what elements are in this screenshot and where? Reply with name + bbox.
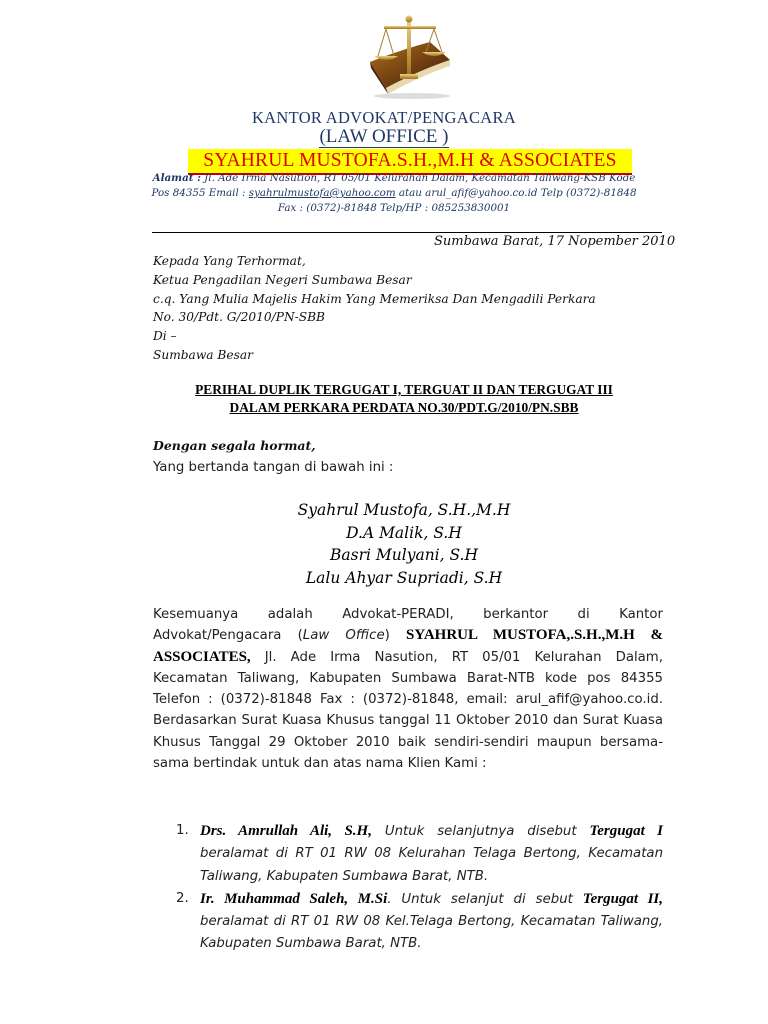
body-text: )	[384, 628, 407, 644]
recipient-line: No. 30/Pdt. G/2010/PN-SBB	[153, 310, 326, 325]
list-item	[176, 888, 663, 956]
signatory-name: Basri Mulyani, S.H	[330, 546, 478, 564]
address-text: Jl. Ade Irma Nasution, RT 05/01 Kelurahan Dalam, Kecamatan Taliwang-KSB Kode Pos 84355 Email :	[151, 172, 636, 199]
letter-subject	[0, 381, 768, 417]
client-name: Drs. Amrullah Ali, S.H,	[200, 823, 372, 839]
letterhead-law-office	[0, 126, 768, 148]
body-law-office: Law Office	[302, 628, 385, 644]
letter-date: Sumbawa Barat, 17 Nopember 2010	[434, 234, 676, 249]
letterhead-divider	[152, 232, 662, 233]
recipient-line: Di –	[153, 329, 177, 344]
list-number: 1.	[176, 823, 189, 838]
client-name: Ir. Muhammad Saleh, M.Si	[200, 890, 388, 907]
signatory-name: D.A Malik, S.H	[346, 523, 462, 542]
recipient-line: Ketua Pengadilan Negeri Sumbawa Besar	[153, 272, 412, 287]
subject-line-1: PERIHAL DUPLIK TERGUGAT I, TERGUAT II DAN TERGUGAT III	[195, 382, 613, 397]
client-role: Tergugat I	[589, 823, 663, 839]
body-paragraph	[153, 604, 663, 774]
recipient-block	[153, 252, 596, 365]
scales-of-justice-logo-icon	[360, 12, 460, 100]
client-address: beralamat di RT 01 RW 08 Kel.Telaga Bertong, Kecamatan Taliwang, Kabupaten Sumbawa Barat, NTB.	[200, 914, 663, 952]
email-link[interactable]: syahrulmustofa@yahoo.com	[248, 187, 396, 199]
signatory-name: Syahrul Mustofa, S.H.,M.H	[297, 501, 511, 519]
body-text: Jl. Ade Irma Nasution, RT 05/01 Kelurahan Dalam, Kecamatan Taliwang, Kabupaten Sumbawa Barat-NTB kode pos 84355 Telefon : (0372)-81848 Fax : (0372)-81848, email: arul_afif@yahoo.co.id. Berdasarkan Surat Kuasa Khusus tanggal 11 Oktober 2010 dan Surat Kuasa Khusus Tanggal 29 Oktober 2010 baik sendiri-sendiri maupun bersama-sama bertindak untuk dan atas nama Klien Kami :	[153, 649, 663, 772]
client-role: Tergugat II,	[582, 890, 663, 907]
intro-text: Yang bertanda tangan di bawah ini :	[153, 460, 394, 475]
body-firm-name: SYAHRUL MUSTOFA,.S.H.,M.H & ASSOCIATES,	[153, 627, 663, 665]
greeting: Dengan segala hormat,	[153, 438, 316, 453]
letterhead-law-office-text: (LAW OFFICE )	[319, 126, 449, 147]
letterhead-office-type: KANTOR ADVOKAT/PENGACARA	[251, 108, 517, 127]
recipient-line: Sumbawa Besar	[153, 347, 253, 362]
client-text: Untuk selanjutnya disebut	[371, 824, 590, 839]
list-item	[176, 820, 663, 888]
recipient-line: Kepada Yang Terhormat,	[153, 254, 306, 268]
subject-line-2: DALAM PERKARA PERDATA NO.30/PDT.G/2010/PN.SBB	[229, 400, 579, 415]
address-label: Alamat :	[152, 172, 201, 184]
body-text: Kesemuanya adalah Advokat-PERADI, berkantor di Kantor Advokat/Pengacara (	[153, 607, 663, 644]
letterhead-address	[150, 171, 638, 216]
signatory-list	[0, 499, 768, 589]
letterhead-firm-name: SYAHRUL MUSTOFA.S.H.,M.H & ASSOCIATES	[203, 150, 617, 171]
client-address: beralamat di RT 01 RW 08 Kelurahan Telaga Bertong, Kecamatan Taliwang, Kabupaten Sumbawa Barat, NTB.	[200, 846, 663, 884]
client-text: . Untuk selanjut di sebut	[387, 891, 583, 907]
address-tail: atau arul_afif@yahoo.co.id Telp (0372)-81848 Fax : (0372)-81848 Telp/HP : 085253830001	[277, 187, 637, 214]
signatory-name: Lalu Ahyar Supriadi, S.H	[305, 568, 503, 587]
recipient-line: c.q. Yang Mulia Majelis Hakim Yang Memeriksa Dan Mengadili Perkara	[153, 291, 596, 306]
client-list	[176, 820, 663, 956]
list-number: 2.	[176, 890, 189, 906]
